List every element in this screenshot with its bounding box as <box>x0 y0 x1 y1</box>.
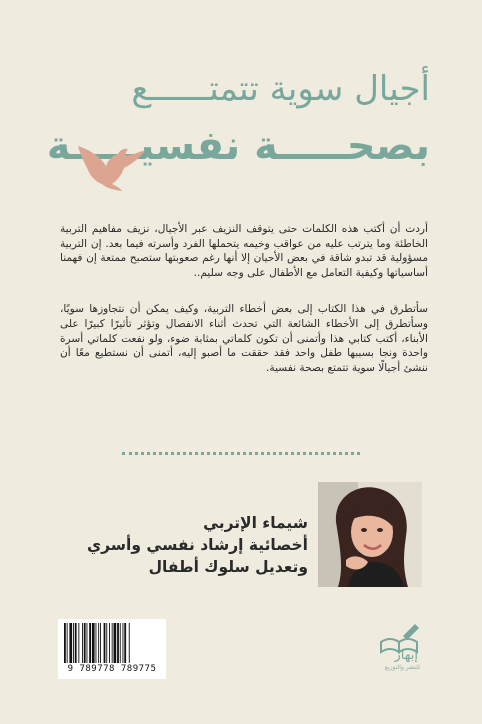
publisher-name: إبهار <box>394 648 418 663</box>
author-name: شيماء الإتربي <box>203 514 308 532</box>
blurb-paragraph-1: أردت أن أكتب هذه الكلمات حتى يتوقف النزيف عبر الأجيال، نزيف مفاهيم التربية الخاطئة وما يترتب عليه من عواقب وخيمه يتحملها الفرد وأسرته فيما بعد. إن التربية مسؤولية قد تبدو شاقة في بعض الأحيان إلا أنها رغم صعوبتها ستصبح ممتعة إن فهمنا أساسياتها وكيفية التعامل مع الأطفال على وجه سليم.. <box>60 223 428 279</box>
title-line-2: بصحـــــة نفسيـــــة <box>46 123 430 169</box>
title-line-1: أجيال سوية تتمتــــــع <box>131 69 430 109</box>
blurb-text <box>60 222 428 397</box>
blurb-paragraph-2: سأتطرق في هذا الكتاب إلى بعض أخطاء التربية، وكيف يمكن أن نتجاوزها سويًا، وسأتطرق إلى الأخطاء الشائعة التي تحدث أثناء الانفصال وتؤثر تأثيرًا كبيرًا على الأبناء، أكتب كتابي هذا وأتمنى أن تكون كلماتي بمثابة ضوء، ولو نفعت كلماتي أسرة واحدة ونجا بسببها طفل واحد فقد حققت ما أصبو إليه، أتمنى أن نستطيع معًا أن ننشئ أجيالًا سوية تتمتع بصحة نفسية. <box>60 303 428 374</box>
isbn-barcode <box>58 619 166 679</box>
author-role-line-2: وتعديل سلوك أطفال <box>148 558 308 576</box>
isbn-number: 9 789778 789775 <box>67 664 157 674</box>
barcode-icon <box>62 623 162 663</box>
dotted-divider <box>122 452 360 455</box>
publisher-tagline: للنشر والتوزيع <box>384 664 420 671</box>
author-photo <box>318 482 422 587</box>
bird-icon <box>76 140 146 192</box>
author-role-line-1: أخصائية إرشاد نفسي وأسري <box>86 536 308 554</box>
author-info <box>58 512 308 578</box>
